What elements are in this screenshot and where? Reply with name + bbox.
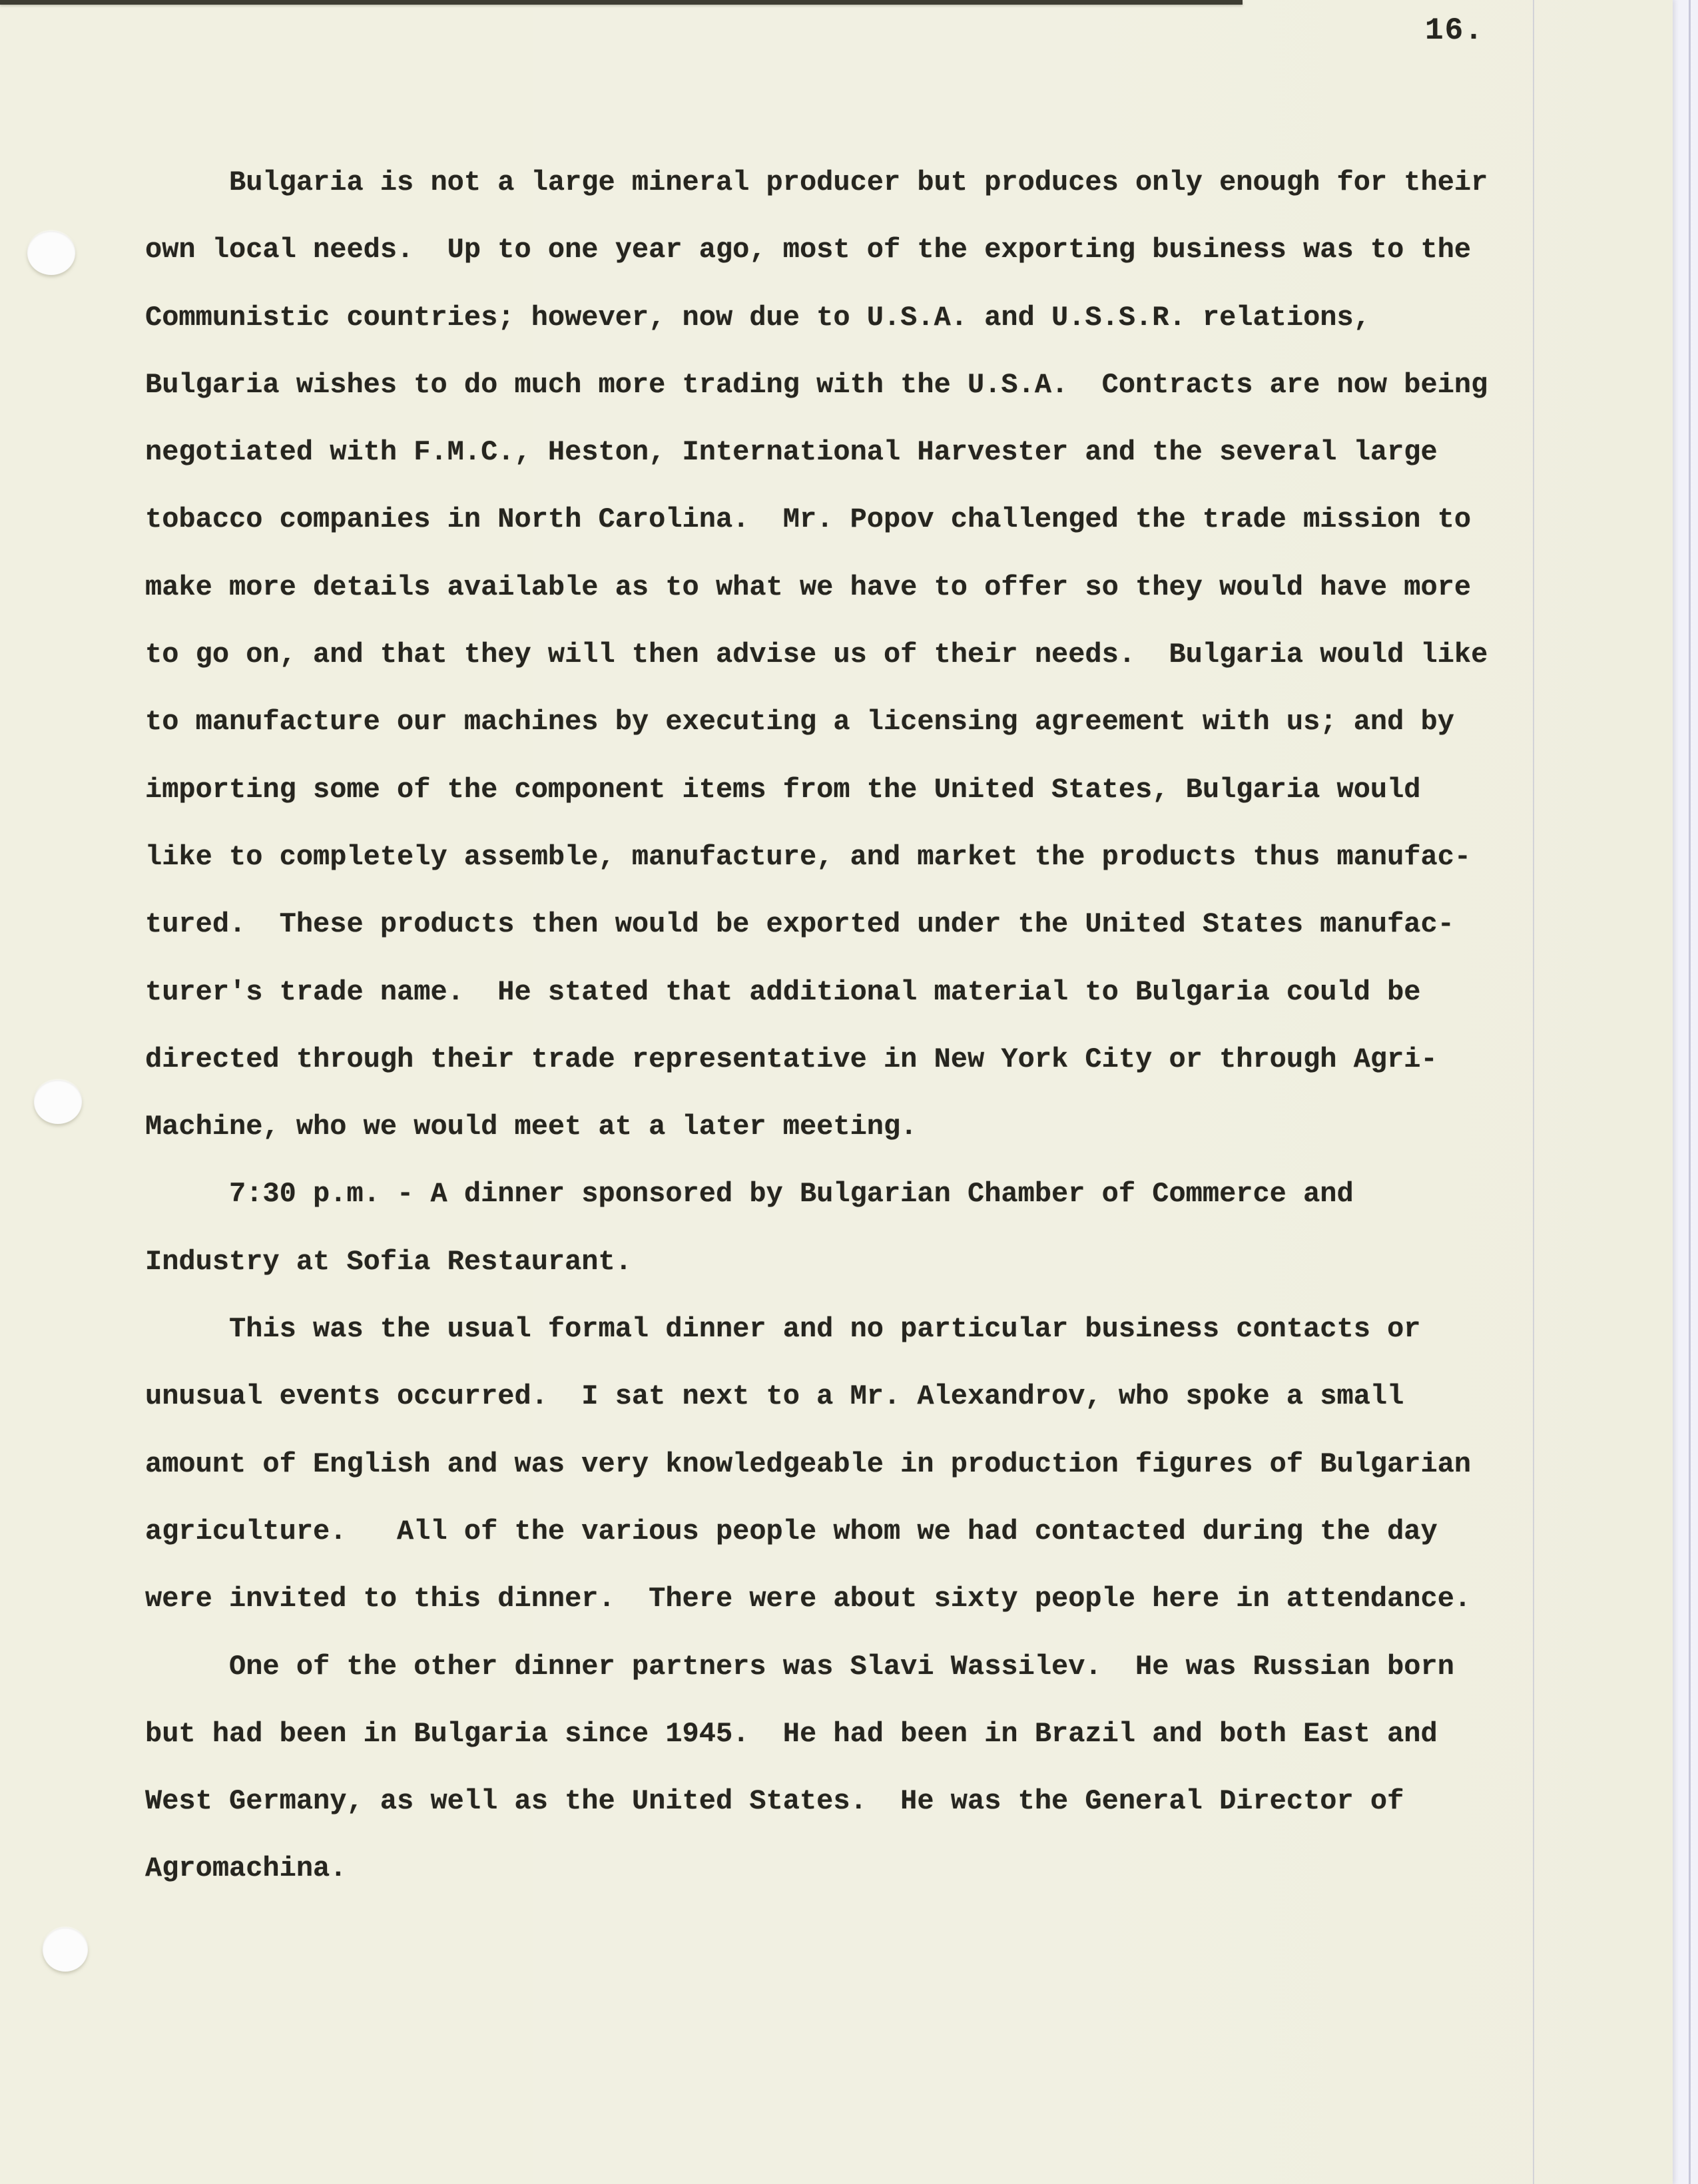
typewritten-line: own local needs. Up to one year ago, most of the exporting business was to the	[145, 234, 1472, 266]
punch-hole-top	[27, 231, 75, 275]
typewritten-line: were invited to this dinner. There were about sixty people here in attendance.	[145, 1583, 1472, 1615]
typewritten-line: Bulgaria is not a large mineral producer but produces only enough for their	[145, 166, 1488, 198]
typewritten-line: directed through their trade representative in New York City or through Agri-	[145, 1043, 1438, 1075]
typewritten-line: unusual events occurred. I sat next to a Mr. Alexandrov, who spoke a small	[145, 1380, 1404, 1413]
typewritten-text	[145, 149, 1544, 1903]
typewritten-line: like to completely assemble, manufacture, and market the products thus manufac-	[145, 840, 1472, 873]
typewritten-line: turer's trade name. He stated that additional material to Bulgaria could be	[145, 975, 1421, 1008]
typewritten-line: West Germany, as well as the United States. He was the General Director of	[145, 1785, 1404, 1818]
typewritten-line: Communistic countries; however, now due to U.S.A. and U.S.S.R. relations,	[145, 301, 1370, 334]
typewritten-line: importing some of the component items from the United States, Bulgaria would	[145, 773, 1421, 806]
typewritten-line: negotiated with F.M.C., Heston, International Harvester and the several large	[145, 436, 1438, 469]
typewritten-line: Machine, who we would meet at a later meeting.	[145, 1111, 918, 1143]
typewritten-line: Agromachina.	[145, 1852, 347, 1885]
page-number: 16.	[1425, 13, 1484, 48]
typewritten-line: 7:30 p.m. - A dinner sponsored by Bulgarian Chamber of Commerce and	[145, 1178, 1354, 1211]
page-top-edge-band	[0, 0, 1243, 5]
typewritten-line: agriculture. All of the various people whom we had contacted during the day	[145, 1515, 1438, 1547]
typewritten-line: Industry at Sofia Restaurant.	[145, 1245, 632, 1278]
typewritten-line: but had been in Bulgaria since 1945. He had been in Brazil and both East and	[145, 1717, 1438, 1750]
punch-hole-bottom	[43, 1928, 88, 1972]
typewritten-line: Bulgaria wishes to do much more trading with the U.S.A. Contracts are now being	[145, 368, 1488, 401]
scanner-edge-line	[1689, 0, 1691, 2184]
typewritten-line: One of the other dinner partners was Slavi Wassilev. He was Russian born	[145, 1650, 1454, 1683]
typewritten-line: amount of English and was very knowledgeable in production figures of Bulgarian	[145, 1448, 1472, 1480]
typewritten-line: This was the usual formal dinner and no particular business contacts or	[145, 1313, 1421, 1346]
scanner-background	[1673, 0, 1698, 2184]
typewritten-line: to go on, and that they will then advise us of their needs. Bulgaria would like	[145, 639, 1488, 671]
typewritten-line: make more details available as to what we have to offer so they would have more	[145, 571, 1472, 603]
typewritten-line: tured. These products then would be exported under the United States manufac-	[145, 908, 1454, 941]
typewritten-line: to manufacture our machines by executing a licensing agreement with us; and by	[145, 706, 1454, 738]
typewritten-line: tobacco companies in North Carolina. Mr. Popov challenged the trade mission to	[145, 503, 1472, 536]
punch-hole-middle	[34, 1080, 82, 1124]
